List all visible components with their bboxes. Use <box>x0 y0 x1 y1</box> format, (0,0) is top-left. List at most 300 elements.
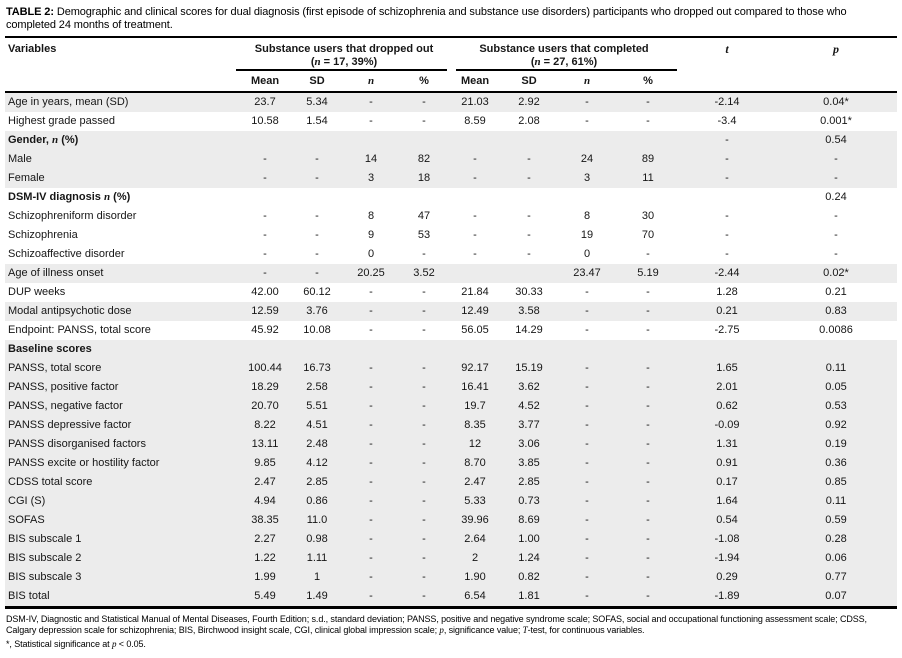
cell: - <box>473 153 477 165</box>
cell: - <box>315 229 319 241</box>
cell: 0.36 <box>825 457 847 469</box>
row-label: Age in years, mean (SD) <box>8 96 129 108</box>
row-label: BIS subscale 3 <box>8 571 82 583</box>
cell: - <box>527 172 531 184</box>
cell: 20.25 <box>357 267 385 279</box>
subheader-n-dropped: n <box>367 75 375 87</box>
table-row <box>5 283 897 302</box>
cell: 20.70 <box>251 400 279 412</box>
table-row <box>5 511 897 530</box>
table-row <box>5 492 897 511</box>
cell: - <box>646 248 650 260</box>
cell: - <box>646 514 650 526</box>
cell: 11.0 <box>306 514 328 526</box>
t-column-header: t <box>725 42 729 56</box>
cell: - <box>263 210 267 222</box>
table-row <box>5 454 897 473</box>
table-row <box>5 150 897 169</box>
cell: 16.73 <box>303 362 331 374</box>
table-row <box>5 587 897 606</box>
cell: - <box>422 362 426 374</box>
group-header-completed <box>449 38 679 69</box>
row-label: Baseline scores <box>8 343 92 355</box>
cell: - <box>315 153 319 165</box>
cell: - <box>725 229 729 241</box>
cell: 42.00 <box>251 286 279 298</box>
cell: 0.29 <box>716 571 738 583</box>
row-label: Schizoaffective disorder <box>8 248 125 260</box>
cell: - <box>527 229 531 241</box>
cell: 0.21 <box>716 305 738 317</box>
table-row <box>5 226 897 245</box>
table-caption-label: TABLE 2: <box>6 6 54 18</box>
cell: - <box>585 286 589 298</box>
cell: - <box>646 305 650 317</box>
cell: 2.47 <box>254 476 276 488</box>
row-label: DUP weeks <box>8 286 66 298</box>
table-row <box>5 340 897 359</box>
cell: - <box>585 495 589 507</box>
cell: 8.70 <box>464 457 486 469</box>
cell: 1 <box>313 571 321 583</box>
row-label: Female <box>8 172 45 184</box>
cell <box>343 131 399 150</box>
row-label: DSM-IV diagnosis n (%) <box>8 191 131 203</box>
cell: - <box>263 267 267 279</box>
cell: - <box>527 153 531 165</box>
subheader-pct-completed: % <box>643 75 653 87</box>
footnote-abbreviations: DSM-IV, Diagnostic and Statistical Manual of Mental Diseases, Fourth Edition; s.d., standard deviation; PANSS, positive and negative syndrome scale; SOFAS, social and occupational functioning assessment scale; CDSS, Calgary depression scale for schizophrenia; BIS, Birchwood insight scale, CGI, clinical global impression scale; p, significance value; T-test, for continuous variables. <box>6 614 867 635</box>
cell: 0.11 <box>825 495 847 507</box>
cell: 0.04* <box>823 96 849 108</box>
cell <box>449 188 501 207</box>
cell: 8.69 <box>518 514 540 526</box>
cell: - <box>585 324 589 336</box>
cell: - <box>263 248 267 260</box>
subheader-n-completed: n <box>583 75 591 87</box>
cell <box>557 188 617 207</box>
cell: - <box>315 267 319 279</box>
table-row <box>5 359 897 378</box>
cell: 2.85 <box>306 476 328 488</box>
cell: 8.22 <box>254 419 276 431</box>
cell: 1.22 <box>254 552 276 564</box>
cell: 60.12 <box>303 286 331 298</box>
cell: - <box>585 305 589 317</box>
cell: - <box>725 134 729 146</box>
cell: 70 <box>641 229 655 241</box>
table-row <box>5 549 897 568</box>
cell: - <box>585 400 589 412</box>
cell: - <box>422 96 426 108</box>
table-row <box>5 207 897 226</box>
cell: 0.06 <box>825 552 847 564</box>
cell: - <box>473 172 477 184</box>
cell: - <box>646 400 650 412</box>
cell: - <box>369 305 373 317</box>
cell: - <box>585 419 589 431</box>
cell: 3.85 <box>518 457 540 469</box>
subheader-sd-dropped: SD <box>309 75 325 87</box>
cell: - <box>834 248 838 260</box>
cell: 2 <box>471 552 479 564</box>
group2-n: (n = 27, 61%) <box>530 56 598 68</box>
cell: 0.83 <box>825 305 847 317</box>
cell: - <box>369 381 373 393</box>
cell: - <box>369 476 373 488</box>
cell: 4.94 <box>254 495 276 507</box>
cell: - <box>422 457 426 469</box>
cell <box>343 188 399 207</box>
cell: 1.24 <box>518 552 540 564</box>
row-label: Modal antipsychotic dose <box>8 305 132 317</box>
cell: 8.59 <box>464 115 486 127</box>
row-label: PANSS, negative factor <box>8 400 123 412</box>
table-row <box>5 93 897 112</box>
cell: - <box>585 381 589 393</box>
cell: 2.48 <box>306 438 328 450</box>
variables-header: Variables <box>8 43 57 55</box>
table-row <box>5 245 897 264</box>
cell: 89 <box>641 153 655 165</box>
cell: 0.28 <box>825 533 847 545</box>
cell: - <box>585 96 589 108</box>
cell: - <box>422 552 426 564</box>
cell: 12.59 <box>251 305 279 317</box>
cell: 0.82 <box>518 571 540 583</box>
cell <box>679 188 775 207</box>
cell: 1.65 <box>716 362 738 374</box>
cell: - <box>646 115 650 127</box>
table-row <box>5 568 897 587</box>
cell <box>557 340 617 359</box>
cell: 8.35 <box>464 419 486 431</box>
cell: - <box>315 248 319 260</box>
table-row <box>5 264 897 283</box>
cell <box>501 188 557 207</box>
cell: 24 <box>580 153 594 165</box>
cell: - <box>422 514 426 526</box>
table-row <box>5 378 897 397</box>
cell: - <box>473 248 477 260</box>
table-row <box>5 473 897 492</box>
cell: - <box>422 286 426 298</box>
cell: - <box>473 229 477 241</box>
cell: 0.85 <box>825 476 847 488</box>
cell: - <box>369 419 373 431</box>
row-label: Highest grade passed <box>8 115 116 127</box>
footnote-significance: *, Statistical significance at p < 0.05. <box>6 639 146 649</box>
cell: - <box>585 457 589 469</box>
table-header <box>5 38 897 69</box>
cell: 38.35 <box>251 514 279 526</box>
cell: - <box>646 590 650 602</box>
cell: - <box>585 514 589 526</box>
cell: 2.85 <box>518 476 540 488</box>
cell <box>449 131 501 150</box>
group-header-dropped-out <box>239 38 449 69</box>
cell: -3.4 <box>717 115 737 127</box>
cell <box>617 131 679 150</box>
cell: - <box>422 571 426 583</box>
cell: 56.05 <box>461 324 489 336</box>
cell: 3 <box>367 172 375 184</box>
cell <box>239 131 291 150</box>
cell: 0.98 <box>306 533 328 545</box>
cell <box>617 188 679 207</box>
cell: - <box>527 248 531 260</box>
group1-title: Substance users that dropped out <box>254 43 434 55</box>
subheader-row <box>5 71 897 91</box>
cell: - <box>263 153 267 165</box>
cell: 30.33 <box>515 286 543 298</box>
cell: - <box>725 172 729 184</box>
cell: - <box>646 362 650 374</box>
cell: 92.17 <box>461 362 489 374</box>
row-label: Gender, n (%) <box>8 134 79 146</box>
cell: 18.29 <box>251 381 279 393</box>
cell: - <box>369 400 373 412</box>
cell: 82 <box>417 153 431 165</box>
cell: - <box>834 153 838 165</box>
cell: - <box>585 362 589 374</box>
row-label: BIS subscale 1 <box>8 533 82 545</box>
cell: 1.90 <box>464 571 486 583</box>
cell <box>239 340 291 359</box>
spacer <box>5 71 239 91</box>
cell: 0.73 <box>518 495 540 507</box>
cell: - <box>422 590 426 602</box>
cell <box>449 264 501 283</box>
cell: 0.53 <box>825 400 847 412</box>
cell: - <box>834 210 838 222</box>
cell: 30 <box>641 210 655 222</box>
cell: 8 <box>367 210 375 222</box>
cell: 0.59 <box>825 514 847 526</box>
cell <box>343 340 399 359</box>
cell <box>775 340 897 359</box>
cell: 14 <box>364 153 378 165</box>
cell: 10.58 <box>251 115 279 127</box>
cell <box>291 340 343 359</box>
cell: 2.27 <box>254 533 276 545</box>
cell: 45.92 <box>251 324 279 336</box>
cell: - <box>834 229 838 241</box>
p-column-header: p <box>833 42 839 56</box>
subheader-pct-dropped: % <box>419 75 429 87</box>
cell: 1.28 <box>716 286 738 298</box>
cell: 8 <box>583 210 591 222</box>
cell <box>501 264 557 283</box>
cell: - <box>369 514 373 526</box>
cell <box>679 340 775 359</box>
cell: 19.7 <box>464 400 486 412</box>
cell: - <box>585 533 589 545</box>
cell: - <box>646 476 650 488</box>
cell: 19 <box>580 229 594 241</box>
table-row <box>5 416 897 435</box>
cell: - <box>646 324 650 336</box>
cell: 3.58 <box>518 305 540 317</box>
cell: 0.05 <box>825 381 847 393</box>
cell <box>291 188 343 207</box>
cell: - <box>646 96 650 108</box>
row-label: PANSS excite or hostility factor <box>8 457 160 469</box>
cell <box>501 131 557 150</box>
cell: - <box>585 438 589 450</box>
cell: - <box>585 552 589 564</box>
cell: 4.51 <box>306 419 328 431</box>
cell: 47 <box>417 210 431 222</box>
cell: - <box>646 419 650 431</box>
cell: - <box>369 115 373 127</box>
cell: -2.14 <box>714 96 740 108</box>
cell: 1.11 <box>306 552 328 564</box>
cell: 0.91 <box>716 457 738 469</box>
cell: - <box>585 476 589 488</box>
cell <box>399 131 449 150</box>
cell: 18 <box>417 172 431 184</box>
cell: - <box>369 286 373 298</box>
row-label: CDSS total score <box>8 476 93 488</box>
cell: 12 <box>468 438 482 450</box>
cell: 13.11 <box>251 438 279 450</box>
cell: 0.62 <box>716 400 738 412</box>
row-label: SOFAS <box>8 514 45 526</box>
cell: 0.92 <box>825 419 847 431</box>
cell: - <box>422 115 426 127</box>
cell: 3.52 <box>413 267 435 279</box>
cell: 0.54 <box>716 514 738 526</box>
cell: 0.21 <box>825 286 847 298</box>
cell: 3.76 <box>306 305 328 317</box>
cell <box>291 131 343 150</box>
cell: 0.24 <box>825 191 847 203</box>
cell: - <box>369 533 373 545</box>
table-caption-text: Demographic and clinical scores for dual diagnosis (first episode of schizophrenia and substance use disorders) participants who dropped out compared to those who completed 24 months of treatment. <box>6 6 847 31</box>
subheader-mean-completed: Mean <box>460 75 490 87</box>
table-row <box>5 112 897 131</box>
cell: -2.44 <box>714 267 740 279</box>
cell: 23.47 <box>573 267 601 279</box>
cell: 15.19 <box>515 362 543 374</box>
cell: 1.49 <box>306 590 328 602</box>
cell: 9.85 <box>254 457 276 469</box>
cell: 6.54 <box>464 590 486 602</box>
cell: 3.77 <box>518 419 540 431</box>
cell: 39.96 <box>461 514 489 526</box>
cell: 0.54 <box>825 134 847 146</box>
cell: 0.17 <box>716 476 738 488</box>
cell: 0.11 <box>825 362 847 374</box>
cell: -0.09 <box>714 419 740 431</box>
cell: 100.44 <box>248 362 282 374</box>
cell <box>399 340 449 359</box>
table-row <box>5 131 897 150</box>
cell: - <box>369 495 373 507</box>
row-label: Schizophreniform disorder <box>8 210 137 222</box>
cell: 9 <box>367 229 375 241</box>
cell: -1.94 <box>714 552 740 564</box>
cell: 3.62 <box>518 381 540 393</box>
cell: - <box>585 590 589 602</box>
cell: 5.34 <box>306 96 328 108</box>
row-label: PANSS, positive factor <box>8 381 119 393</box>
table-footnotes <box>5 609 897 650</box>
cell: 0.19 <box>825 438 847 450</box>
cell: -1.89 <box>714 590 740 602</box>
table-body <box>5 93 897 606</box>
cell: - <box>646 533 650 545</box>
cell: - <box>473 210 477 222</box>
table-row <box>5 435 897 454</box>
table-row <box>5 397 897 416</box>
cell: 21.84 <box>461 286 489 298</box>
cell: 0 <box>583 248 591 260</box>
cell: 0.77 <box>825 571 847 583</box>
cell: 0.001* <box>820 115 852 127</box>
cell: - <box>646 438 650 450</box>
cell: 11 <box>642 172 654 184</box>
table-row <box>5 530 897 549</box>
cell: - <box>725 153 729 165</box>
cell: 0.0086 <box>819 324 853 336</box>
cell: 1.31 <box>716 438 738 450</box>
table-row <box>5 188 897 207</box>
row-label: Male <box>8 153 32 165</box>
cell: - <box>422 438 426 450</box>
cell: - <box>369 324 373 336</box>
row-label: PANSS, total score <box>8 362 102 374</box>
cell: - <box>527 210 531 222</box>
cell: 1.81 <box>518 590 540 602</box>
cell: - <box>725 210 729 222</box>
cell: - <box>585 115 589 127</box>
cell: - <box>422 476 426 488</box>
cell: 2.01 <box>716 381 738 393</box>
cell: - <box>369 571 373 583</box>
cell: 23.7 <box>254 96 276 108</box>
cell <box>557 131 617 150</box>
cell: 1.64 <box>716 495 738 507</box>
cell: - <box>315 210 319 222</box>
cell: 16.41 <box>461 381 489 393</box>
row-label: BIS subscale 2 <box>8 552 82 564</box>
cell: 14.29 <box>515 324 543 336</box>
cell: 1.99 <box>254 571 276 583</box>
cell: 21.03 <box>461 96 489 108</box>
cell: 0.02* <box>823 267 849 279</box>
cell: 2.58 <box>306 381 328 393</box>
cell: 0.07 <box>825 590 847 602</box>
cell: 0.86 <box>306 495 328 507</box>
cell: - <box>369 362 373 374</box>
cell: -1.08 <box>714 533 740 545</box>
cell: - <box>369 552 373 564</box>
cell: - <box>585 571 589 583</box>
subheader-mean-dropped: Mean <box>250 75 280 87</box>
cell: - <box>422 324 426 336</box>
cell: - <box>646 381 650 393</box>
cell: 5.19 <box>637 267 659 279</box>
cell: 53 <box>417 229 431 241</box>
cell <box>449 340 501 359</box>
row-label: PANSS disorganised factors <box>8 438 146 450</box>
cell: - <box>369 457 373 469</box>
cell: - <box>422 305 426 317</box>
row-label: Age of illness onset <box>8 267 104 279</box>
cell <box>239 188 291 207</box>
